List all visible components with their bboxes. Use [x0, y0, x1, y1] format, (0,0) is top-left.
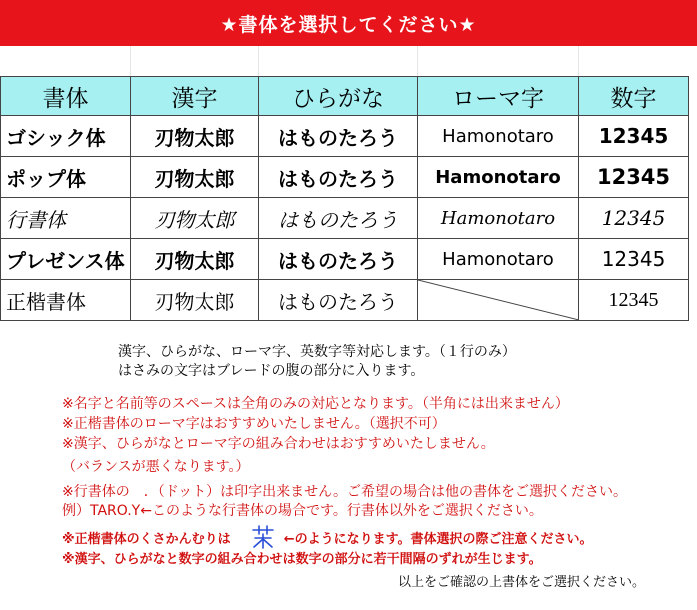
header-number: 数字: [579, 77, 689, 116]
header-kanji: 漢字: [131, 77, 259, 116]
warning-line: （バランスが悪くなります。）: [62, 459, 250, 475]
spacer-divider: [258, 46, 259, 76]
style-name-cell: 正楷書体: [1, 280, 131, 321]
support-note-line: 漢字、ひらがな、ローマ字、英数字等対応します。（１行のみ）: [118, 344, 516, 360]
spacer-divider: [130, 46, 131, 76]
kanji-cell: 刃物太郎: [131, 198, 259, 239]
table-row-pop[interactable]: [1, 157, 689, 198]
warning-line: ※漢字、ひらがなと数字の組み合わせは数字の部分に若干間隔のずれが生じます。: [62, 552, 542, 567]
kanji-cell: 刃物太郎: [131, 157, 259, 198]
warning-text: ※正楷書体のくさかんむりは: [62, 532, 231, 547]
romaji-unavailable-cell: [418, 280, 579, 321]
style-name-cell: ゴシック体: [1, 116, 131, 157]
warning-text: ←のようになります。書体選択の際ご注意ください。: [283, 532, 593, 547]
number-cell: 12345: [579, 239, 689, 280]
closing-message: 以上をご確認の上書体をご選択ください。: [398, 575, 646, 590]
number-cell: 12345: [579, 198, 689, 239]
table-row-gyosho[interactable]: [1, 198, 689, 239]
header-style: 書体: [1, 77, 131, 116]
style-name-cell: プレゼンス体: [1, 239, 131, 280]
warning-line: 例）TARO.Y←このような行書体の場合です。行書体以外をご選択ください。: [62, 503, 543, 519]
hiragana-cell: はものたろう: [259, 239, 418, 280]
romaji-cell: Hamonotaro: [418, 239, 579, 280]
unavailable-slash-icon: [418, 280, 579, 320]
support-notes: [118, 343, 516, 381]
warning-line: ※正楷書体のローマ字はおすすめいたしません。（選択不可）: [62, 416, 446, 432]
hiragana-cell: はものたろう: [259, 280, 418, 321]
table-row-seikai[interactable]: [1, 280, 689, 321]
number-cell: 12345: [579, 280, 689, 321]
number-cell: 12345: [579, 157, 689, 198]
banner-title: ★書体を選択してください★: [220, 13, 477, 36]
kanji-cell: 刃物太郎: [131, 239, 259, 280]
romaji-cell: Hamonotaro: [418, 116, 579, 157]
spacer-row: [0, 46, 697, 76]
romaji-cell: Hamonotaro: [418, 198, 579, 239]
spacer-divider: [417, 46, 418, 76]
support-note-line: はさみの文字はブレードの腹の部分に入ります。: [118, 363, 425, 379]
kanji-cell: 刃物太郎: [131, 116, 259, 157]
kusakanmuri-glyph-icon: [250, 525, 276, 549]
header-romaji: ローマ字: [418, 77, 579, 116]
warning-line: ※行書体の ．（ドット）は印字出来ません。ご希望の場合は他の書体をご選択ください。: [62, 484, 628, 500]
warning-line: ※名字と名前等のスペースは全角のみの対応となります。（半角には出来ません）: [62, 396, 569, 412]
table-header-row: [1, 77, 689, 116]
hiragana-cell: はものたろう: [259, 157, 418, 198]
warning-line-kusakanmuri: [62, 528, 593, 547]
number-cell: 12345: [579, 116, 689, 157]
header-hiragana: ひらがな: [259, 77, 418, 116]
romaji-cell: Hamonotaro: [418, 157, 579, 198]
warning-line: ※漢字、ひらがなとローマ字の組み合わせはおすすめいたしません。: [62, 436, 495, 452]
style-name-cell: 行書体: [1, 198, 131, 239]
table-row-gothic[interactable]: [1, 116, 689, 157]
font-style-table: [0, 76, 689, 321]
hiragana-cell: はものたろう: [259, 116, 418, 157]
page-banner: [0, 0, 697, 46]
style-name-cell: ポップ体: [1, 157, 131, 198]
table-row-presence[interactable]: [1, 239, 689, 280]
spacer-divider: [578, 46, 579, 76]
kanji-cell: 刃物太郎: [131, 280, 259, 321]
hiragana-cell: はものたろう: [259, 198, 418, 239]
